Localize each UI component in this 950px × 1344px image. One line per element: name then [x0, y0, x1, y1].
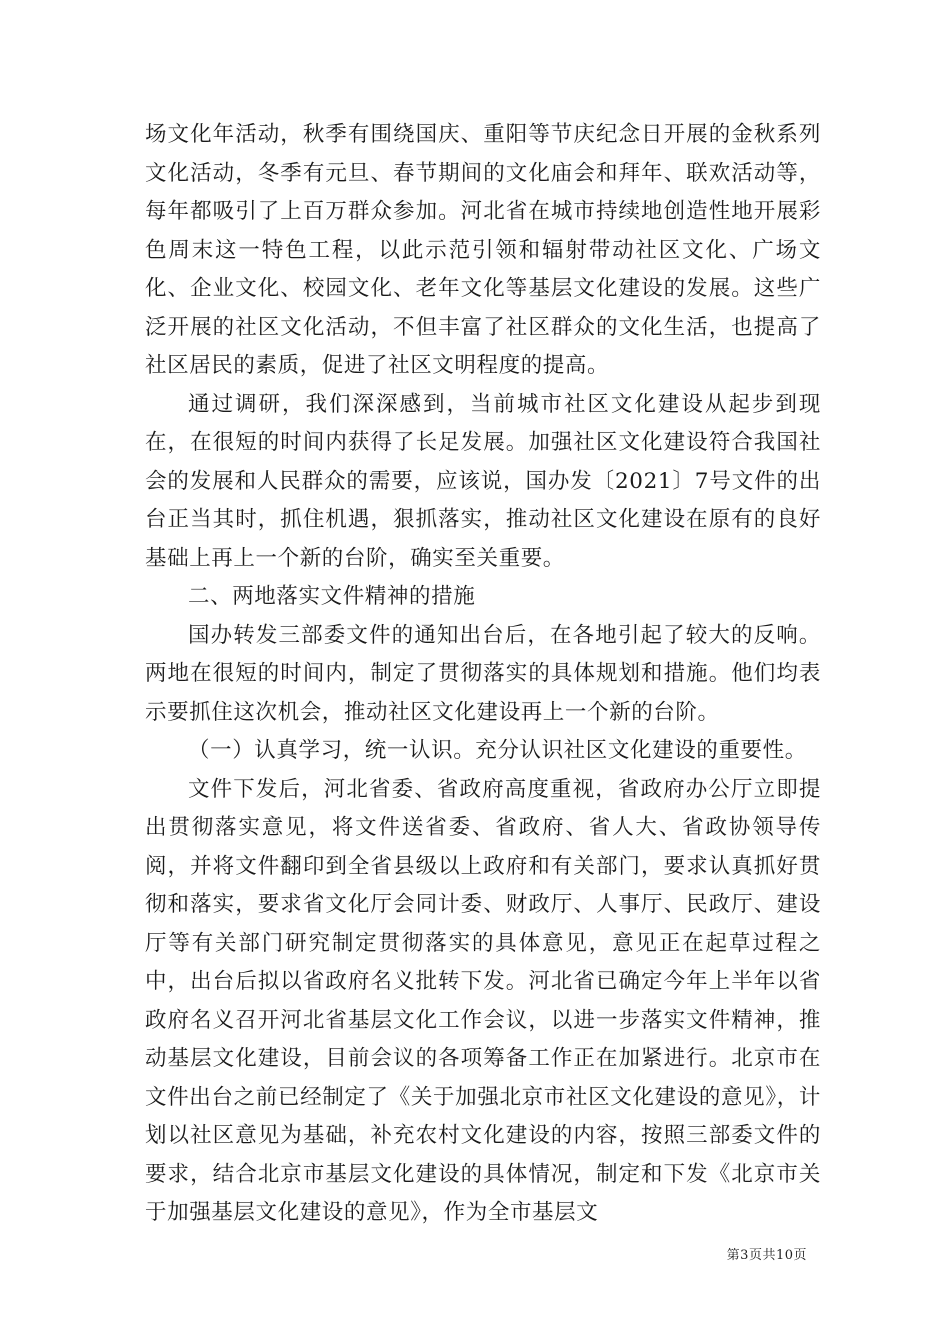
page-number: 第3页共10页 — [726, 1248, 807, 1263]
section-heading: 二、两地落实文件精神的措施 — [188, 584, 476, 609]
paragraph-research-findings: 通过调研，我们深深感到，当前城市社区文化建设从起步到现在，在很短的时间内获得了长足发展。加强社区文化建设符合我国社会的发展和人民群众的需要，应该说，国办发〔2021〕7号文件的出台正当其时，抓住机遇，狠抓落实，推动社区文化建设在原有的良好基础上再上一个新的台阶，确实至关重要。 — [145, 391, 821, 571]
paragraph-reaction: 国办转发三部委文件的通知出台后，在各地引起了较大的反响。两地在很短的时间内，制定了贯彻落实的具体规划和措施。他们均表示要抓住这次机会，推动社区文化建设再上一个新的台阶。 — [145, 622, 821, 725]
body-text — [145, 116, 821, 1233]
subsection-heading: （一）认真学习，统一认识。充分认识社区文化建设的重要性。 — [188, 738, 807, 763]
paragraph-implementation: 文件下发后，河北省委、省政府高度重视，省政府办公厅立即提出贯彻落实意见，将文件送省委、省政府、省人大、省政协领导传阅，并将文件翻印到全省县级以上政府和有关部门，要求认真抓好贯彻和落实，要求省文化厅会同计委、财政厅、人事厅、民政厅、建设厅等有关部门研究制定贯彻落实的具体意见，意见正在起草过程之中，出台后拟以省政府名义批转下发。河北省已确定今年上半年以省政府名义召开河北省基层文化工作会议，以进一步落实文件精神，推动基层文化建设，目前会议的各项筹备工作正在加紧进行。北京市在文件出台之前已经制定了《关于加强北京市社区文化建设的意见》，计划以社区意见为基础，补充农村文化建设的内容，按照三部委文件的要求，结合北京市基层文化建设的具体情况，制定和下发《北京市关于加强基层文化建设的意见》，作为全市基层文 — [145, 776, 821, 1225]
paragraph-continued: 场文化年活动，秋季有围绕国庆、重阳等节庆纪念日开展的金秋系列文化活动，冬季有元旦、春节期间的文化庙会和拜年、联欢活动等，每年都吸引了上百万群众参加。河北省在城市持续地创造性地开展彩色周末这一特色工程，以此示范引领和辐射带动社区文化、广场文化、企业文化、校园文化、老年文化等基层文化建设的发展。这些广泛开展的社区文化活动，不但丰富了社区群众的文化生活，也提高了社区居民的素质，促进了社区文明程度的提高。 — [145, 122, 821, 378]
